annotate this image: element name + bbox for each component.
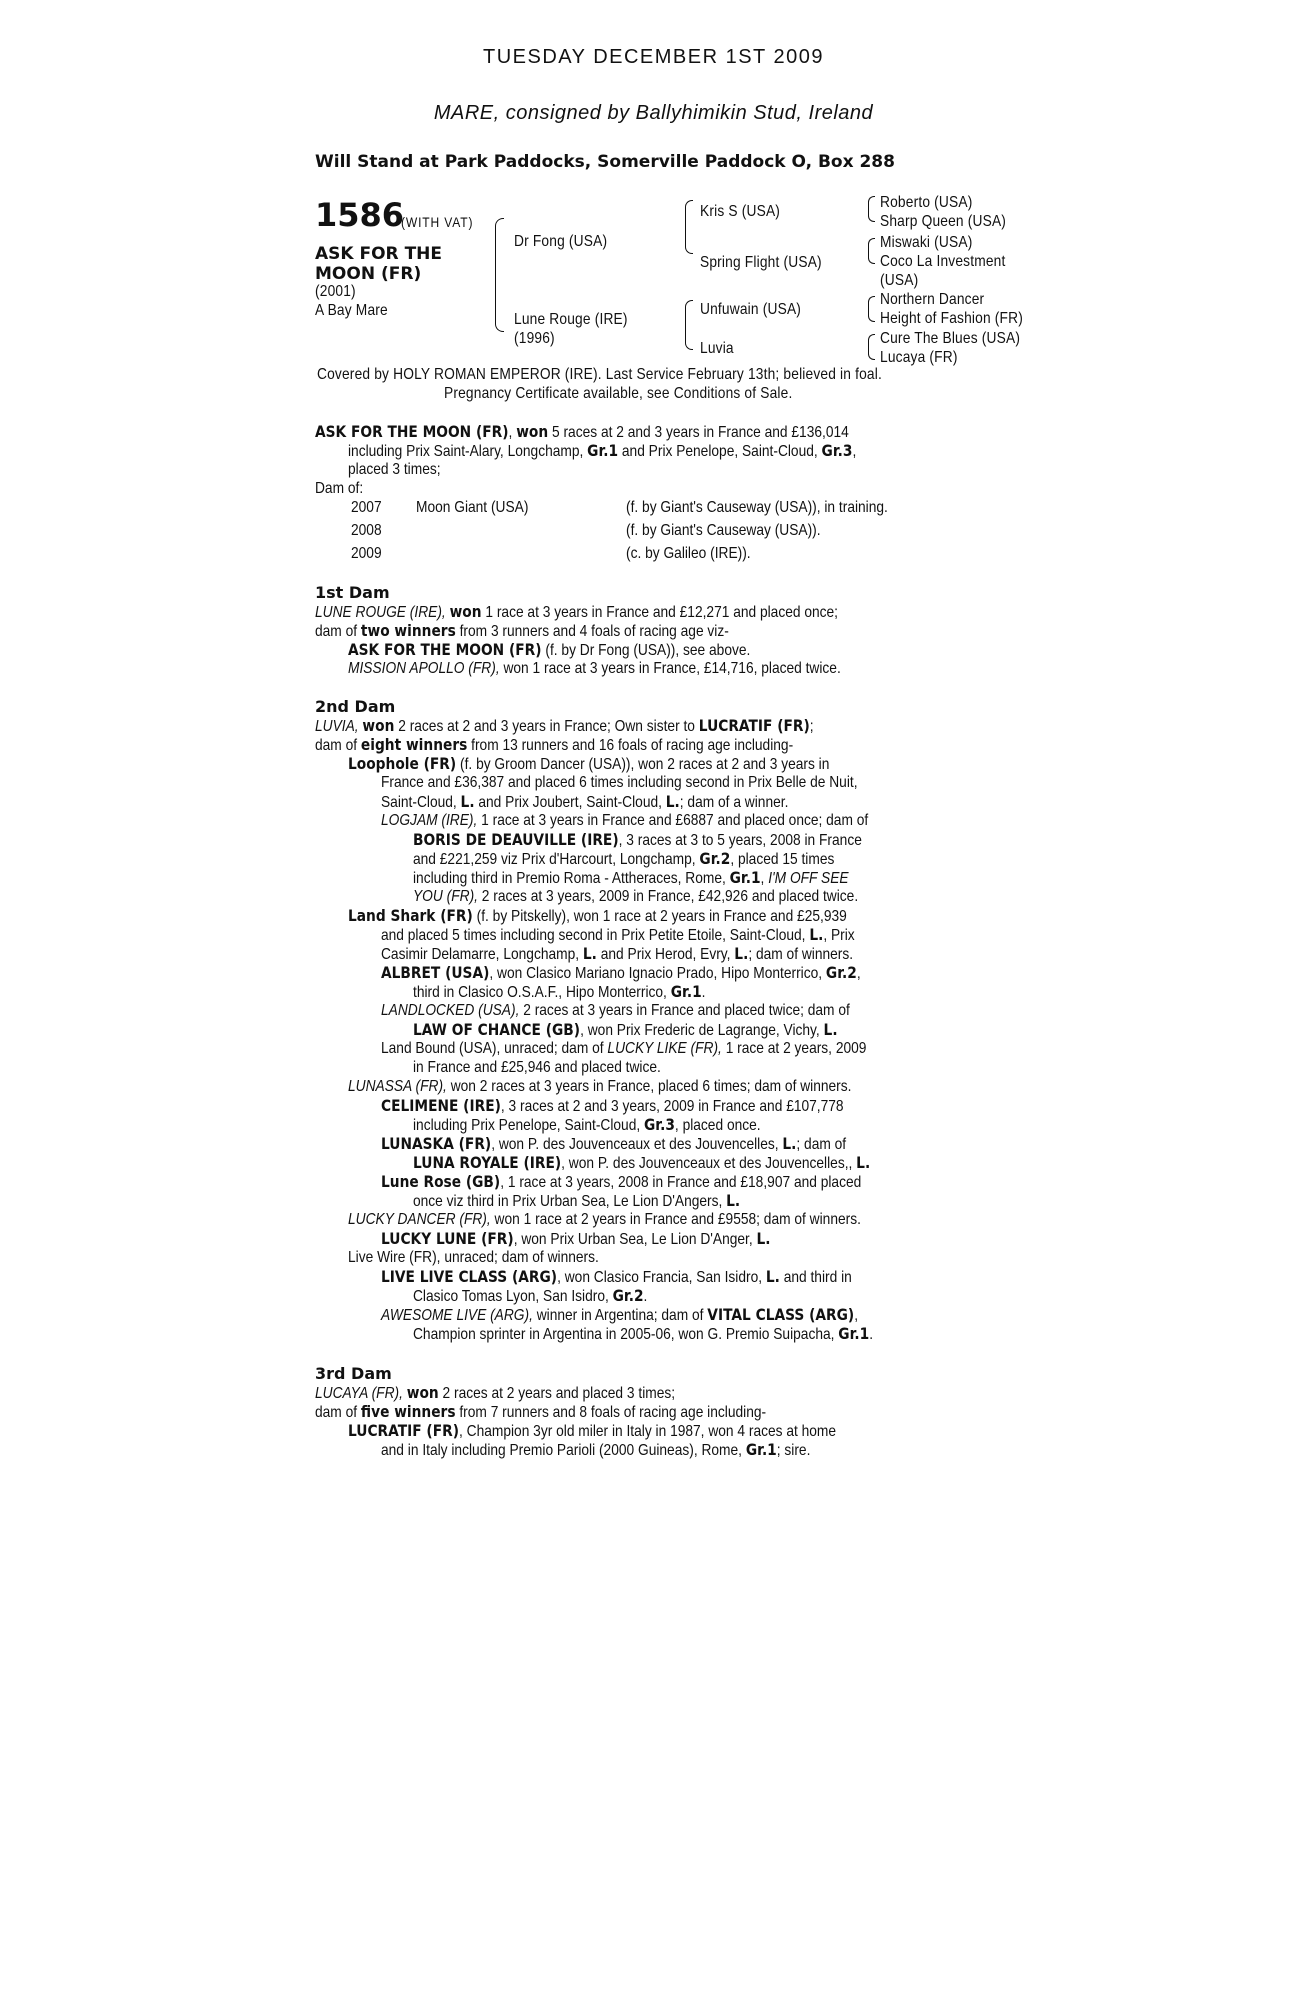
lunassa-name: LUNASSA (FR), — [348, 1078, 447, 1095]
horse-name-line1: ASK FOR THE — [315, 244, 443, 264]
first-dam-line-1 — [315, 602, 838, 622]
law-of-chance-name: LAW OF CHANCE (GB) — [413, 1020, 581, 1039]
record-horse-name: ASK FOR THE MOON (FR) — [315, 422, 509, 441]
second-dam-line-12 — [381, 925, 855, 945]
dam2-summary-line-2: dam of eight winners from 13 runners and 16 foals of racing age including- — [315, 1979, 344, 1980]
third-dam-text: 2 races at 2 years and placed 3 times; — [442, 1385, 676, 1402]
record-line-1: ASK FOR THE MOON (FR), won 5 races at 2 and 3 years in France and £136,014 — [315, 422, 849, 441]
dam2-summary-line-1: LUVIA, won 2 races at 2 and 3 years in France; Own sister to LUCRATIF (FR); — [315, 1969, 345, 1970]
first-dam-text: 1 race at 3 years in France and £12,271 and placed once; — [485, 604, 839, 621]
r5b: L. — [460, 792, 475, 811]
second-dam-line-15 — [413, 982, 705, 1002]
l4b: Gr.1 — [745, 1440, 777, 1459]
stand-location: Will Stand at Park Paddocks, Somerville Paddock O, Box 288 — [315, 152, 895, 172]
r26a: once viz third in Prix Urban Sea, Le Lion D'Angers, — [413, 1193, 723, 1210]
third-dam-winners: five winners — [360, 1402, 456, 1421]
lucky-dancer-name: LUCKY DANCER (FR), — [348, 1211, 491, 1228]
second-dam-line-23 — [381, 1134, 846, 1154]
produce-note-2007: (f. by Giant's Causeway (USA)), in training. — [626, 499, 888, 516]
horse-name-line2: MOON (FR) — [315, 264, 422, 284]
first-dam-damof: dam of — [315, 623, 358, 640]
record-line-2 — [348, 441, 856, 461]
first-dam-produce-1: ASK FOR THE MOON (FR) — [348, 640, 542, 659]
third-dam-heading: 3rd Dam — [315, 1364, 392, 1383]
first-dam-produce-2: MISSION APOLLO (FR), — [348, 660, 500, 677]
pedigree-dam-dam: Luvia — [700, 340, 734, 357]
second-dam-line-21 — [381, 1096, 844, 1116]
pedigree-brace-ds — [868, 296, 875, 322]
first-dam-produce-2-note: won 1 race at 3 years in France, £14,716, placed twice. — [503, 660, 841, 677]
second-dam-line-7 — [413, 830, 862, 850]
third-dam-runners: from 7 runners and 8 foals of racing age including- — [459, 1404, 767, 1421]
second-dam-line-22 — [413, 1115, 761, 1135]
second-dam-line-5 — [381, 792, 788, 812]
second-dam-line-1 — [315, 716, 814, 736]
r12b: L. — [809, 925, 824, 944]
consignor-line: MARE, consigned by Ballyhimikin Stud, Ireland — [433, 102, 874, 124]
record-gr1: Gr.1 — [587, 441, 619, 460]
third-dam-line-2 — [315, 1402, 766, 1422]
second-dam-line-2 — [315, 735, 793, 755]
second-dam-line-17 — [413, 1020, 838, 1040]
pedigree-sdd: Coco La Investment — [880, 253, 1006, 270]
r8c: , placed 15 times — [730, 851, 835, 868]
third-dam-line-3 — [348, 1421, 836, 1441]
live-live-class-name: LIVE LIVE CLASS (ARG) — [381, 1267, 558, 1286]
r5c: and Prix Joubert, Saint-Cloud, — [478, 794, 662, 811]
second-dam-runners: from 13 runners and 16 foals of racing age including- — [471, 737, 794, 754]
second-dam-name: LUVIA, — [315, 718, 359, 735]
vat-note: (WITH VAT) — [401, 214, 474, 230]
pregnancy-note: Pregnancy Certificate available, see Conditions of Sale. — [444, 385, 793, 402]
r12c: , Prix — [823, 927, 855, 944]
produce-year-2008: 2008 — [351, 522, 382, 539]
second-dam-winners: eight winners — [360, 735, 468, 754]
r18a: Land Bound (USA), unraced; dam of — [381, 1040, 604, 1057]
r16b: 2 races at 3 years in France and placed twice; dam of — [523, 1002, 850, 1019]
pedigree-brace-sire — [685, 200, 693, 254]
first-dam-heading: 1st Dam — [315, 583, 390, 602]
landlocked-name: LANDLOCKED (USA), — [381, 1002, 520, 1019]
r30b: , won Clasico Francia, San Isidro, — [557, 1269, 763, 1286]
record-line-3: placed 3 times; — [348, 461, 441, 478]
first-dam-produce-1-note: (f. by Dr Fong (USA)), see above. — [545, 642, 751, 659]
second-dam-line-18 — [381, 1039, 866, 1058]
second-dam-line-29: Live Wire (FR), unraced; dam of winners. — [348, 1249, 599, 1266]
third-dam-line-1 — [315, 1383, 675, 1403]
pedigree-brace-main — [495, 218, 504, 332]
produce-year-2007: 2007 — [351, 499, 382, 516]
pedigree-dsd: Height of Fashion (FR) — [880, 310, 1023, 327]
logjam-text: 1 race at 3 years in France and £6887 and placed once; dam of — [481, 812, 869, 829]
second-dam-line-14 — [381, 963, 861, 983]
first-dam-line-3 — [348, 640, 750, 660]
third-dam-won: won — [406, 1383, 439, 1402]
second-dam-line-32 — [381, 1305, 858, 1325]
third-dam-name: LUCAYA (FR), — [315, 1385, 403, 1402]
second-dam-sister: LUCRATIF (FR) — [698, 716, 810, 735]
r13b: L. — [582, 944, 597, 963]
produce-year-2009: 2009 — [351, 545, 382, 562]
r33b: Gr.1 — [838, 1324, 870, 1343]
record-won: won — [516, 422, 549, 441]
r13e: ; dam of winners. — [748, 946, 854, 963]
covered-line: Covered by HOLY ROMAN EMPEROR (IRE). Last Service February 13th; believed in foal. — [317, 366, 882, 383]
r9b: Gr.1 — [729, 868, 761, 887]
r24c: L. — [856, 1153, 871, 1172]
r10b: 2 races at 3 years, 2009 in France, £42,926 and placed twice. — [481, 888, 859, 905]
second-dam-line-9 — [413, 868, 849, 888]
first-dam-won: won — [449, 602, 482, 621]
first-dam-line-4 — [348, 659, 841, 678]
r9a: including third in Premio Roma - Attheraces, Rome, — [413, 870, 726, 887]
r9c: , — [760, 870, 765, 887]
l4c: ; sire. — [776, 1442, 811, 1459]
first-dam-winners: two winners — [360, 621, 456, 640]
r21b: , 3 races at 2 and 3 years, 2009 in France and £107,778 — [500, 1098, 844, 1115]
produce-note-2009: (c. by Galileo (IRE)). — [626, 545, 751, 562]
r31a: Clasico Tomas Lyon, San Isidro, — [413, 1288, 609, 1305]
second-dam-line-8 — [413, 849, 834, 869]
second-dam-line-30 — [381, 1267, 852, 1287]
second-dam-line-4: France and £36,387 and placed 6 times including second in Prix Belle de Nuit, — [381, 774, 858, 791]
pedigree-brace-dam — [685, 300, 693, 350]
record-text-2a: including Prix Saint-Alary, Longchamp, — [348, 443, 584, 460]
second-dam-semicolon: ; — [809, 718, 814, 735]
loophole-name: Loophole (FR) — [348, 754, 457, 773]
r30c: L. — [765, 1267, 780, 1286]
dam-of-label: Dam of: — [315, 480, 364, 497]
r15b: Gr.1 — [670, 982, 702, 1001]
r13a: Casimir Delamarre, Longchamp, — [381, 946, 580, 963]
r14c: Gr.2 — [825, 963, 857, 982]
horse-description: A Bay Mare — [315, 302, 388, 319]
r30d: and third in — [783, 1269, 852, 1286]
loophole-text: (f. by Groom Dancer (USA)), won 2 races at 2 and 3 years in — [460, 756, 830, 773]
lot-number: 1586 — [315, 196, 405, 234]
r20b: won 2 races at 3 years in France, placed 6 times; dam of winners. — [450, 1078, 852, 1095]
r23d: ; dam of — [796, 1136, 847, 1153]
first-dam-name: LUNE ROUGE (IRE), — [315, 604, 446, 621]
r28b: , won Prix Urban Sea, Le Lion D'Anger, — [513, 1231, 753, 1248]
awesome-live-name: AWESOME LIVE (ARG), — [381, 1307, 533, 1324]
second-dam-line-13 — [381, 944, 853, 964]
pedigree-sds: Miswaki (USA) — [880, 234, 973, 251]
second-dam-line-20 — [348, 1077, 851, 1096]
logjam-name: LOGJAM (IRE), — [381, 812, 478, 829]
pedigree-dam-year: (1996) — [514, 330, 555, 347]
r18b: LUCKY LIKE (FR), — [607, 1040, 722, 1057]
produce-note-2008: (f. by Giant's Causeway (USA)). — [626, 522, 821, 539]
pedigree-brace-sd — [868, 238, 875, 264]
second-dam-line-25 — [381, 1172, 861, 1192]
r15a: third in Clasico O.S.A.F., Hipo Monterrico, — [413, 984, 667, 1001]
produce-name-2007: Moon Giant (USA) — [416, 499, 529, 516]
celimene-name: CELIMENE (IRE) — [381, 1096, 501, 1115]
second-dam-line-11 — [348, 906, 847, 926]
r14b: , won Clasico Mariano Ignacio Prado, Hipo Monterrico, — [489, 965, 823, 982]
second-dam-line-6 — [381, 811, 868, 830]
pedigree-brace-ss — [868, 196, 875, 222]
second-dam-text: 2 races at 2 and 3 years in France; Own sister to — [398, 718, 695, 735]
pedigree-sire: Dr Fong (USA) — [514, 233, 608, 250]
r15c: . — [701, 984, 706, 1001]
boris-text: , 3 races at 3 to 5 years, 2008 in France — [618, 832, 862, 849]
r12a: and placed 5 times including second in Prix Petite Etoile, Saint-Cloud, — [381, 927, 806, 944]
r25b: , 1 race at 3 years, 2008 in France and £18,907 and placed — [500, 1174, 862, 1191]
second-dam-line-28 — [381, 1229, 770, 1249]
first-dam-runners: from 3 runners and 4 foals of racing age viz- — [459, 623, 729, 640]
r8b: Gr.2 — [699, 849, 731, 868]
second-dam-line-26 — [413, 1191, 740, 1211]
vital-class-name: VITAL CLASS (ARG) — [707, 1305, 855, 1324]
r17b: , won Prix Frederic de Lagrange, Vichy, — [580, 1022, 820, 1039]
lucratif-text: , Champion 3yr old miler in Italy in 1987, won 4 races at home — [458, 1423, 837, 1440]
r22c: , placed once. — [674, 1117, 761, 1134]
pedigree-sire-sire: Kris S (USA) — [700, 203, 781, 220]
lunaska-name: LUNASKA (FR) — [381, 1134, 492, 1153]
pedigree-ddd: Lucaya (FR) — [880, 349, 958, 366]
r23c: L. — [782, 1134, 797, 1153]
r13d: L. — [734, 944, 749, 963]
r5d: L. — [665, 792, 680, 811]
pedigree-dam: Lune Rouge (IRE) — [514, 311, 628, 328]
second-dam-heading: 2nd Dam — [315, 697, 396, 716]
r24b: , won P. des Jouvenceaux et des Jouvencelles,, — [561, 1155, 853, 1172]
r10a: YOU (FR), — [413, 888, 478, 905]
pedigree-dds: Cure The Blues (USA) — [880, 330, 1021, 347]
second-dam-line-33 — [413, 1324, 873, 1344]
second-dam-line-19: in France and £25,946 and placed twice. — [413, 1059, 661, 1076]
r14d: , — [856, 965, 861, 982]
land-shark-name: Land Shark (FR) — [348, 906, 473, 925]
sale-date: TUESDAY DECEMBER 1ST 2009 — [483, 46, 824, 68]
land-shark-text: (f. by Pitskelly), won 1 race at 2 years in France and £25,939 — [476, 908, 847, 925]
second-dam-line-10 — [413, 887, 858, 906]
r26b: L. — [726, 1191, 741, 1210]
third-dam-damof: dam of — [315, 1404, 358, 1421]
r31b: Gr.2 — [612, 1286, 644, 1305]
pedigree-sss: Roberto (USA) — [880, 194, 973, 211]
r22b: Gr.3 — [644, 1115, 675, 1134]
record-text-1: 5 races at 2 and 3 years in France and £136,014 — [551, 424, 849, 441]
luna-royale-name: LUNA ROYALE (IRE) — [413, 1153, 562, 1172]
r8a: and £221,259 viz Prix d'Harcourt, Longchamp, — [413, 851, 696, 868]
record-gr3: Gr.3 — [821, 441, 853, 460]
r32d: , — [854, 1307, 859, 1324]
pedigree-sdd-country: (USA) — [880, 272, 919, 289]
r5e: ; dam of a winner. — [679, 794, 789, 811]
horse-year: (2001) — [315, 283, 356, 300]
lune-rose-name: Lune Rose (GB) — [381, 1172, 501, 1191]
l4a: and in Italy including Premio Parioli (2000 Guineas), Rome, — [381, 1442, 742, 1459]
r31c: . — [643, 1288, 648, 1305]
r9d: I'M OFF SEE — [768, 870, 849, 887]
second-dam-line-24 — [413, 1153, 870, 1173]
r5a: Saint-Cloud, — [381, 794, 457, 811]
second-dam-line-3 — [348, 754, 829, 774]
first-dam-line-2 — [315, 621, 729, 641]
lucky-lune-name: LUCKY LUNE (FR) — [381, 1229, 514, 1248]
second-dam-line-16 — [381, 1001, 850, 1020]
record-text-2c: , — [852, 443, 857, 460]
albret-name: ALBRET (USA) — [381, 963, 490, 982]
pedigree-ssd: Sharp Queen (USA) — [880, 213, 1007, 230]
pedigree-brace-dd — [868, 334, 875, 360]
second-dam-won: won — [362, 716, 395, 735]
record-text-2b: and Prix Penelope, Saint-Cloud, — [621, 443, 818, 460]
pedigree-dss: Northern Dancer — [880, 291, 985, 308]
third-dam-line-4 — [381, 1440, 810, 1460]
r17c: L. — [823, 1020, 838, 1039]
second-dam-line-27 — [348, 1210, 861, 1229]
r18c: 1 race at 2 years, 2009 — [725, 1040, 867, 1057]
pedigree-dam-sire: Unfuwain (USA) — [700, 301, 802, 318]
r33c: . — [869, 1326, 874, 1343]
boris-name: BORIS DE DEAUVILLE (IRE) — [413, 830, 619, 849]
second-dam-damof: dam of — [315, 737, 358, 754]
r33a: Champion sprinter in Argentina in 2005-06, won G. Premio Suipacha, — [413, 1326, 835, 1343]
pedigree-sire-dam: Spring Flight (USA) — [700, 254, 822, 271]
r23b: , won P. des Jouvenceaux et des Jouvencelles, — [491, 1136, 779, 1153]
r22a: including Prix Penelope, Saint-Cloud, — [413, 1117, 641, 1134]
r32b: winner in Argentina; dam of — [536, 1307, 704, 1324]
second-dam-line-31 — [413, 1286, 647, 1306]
lucratif-name: LUCRATIF (FR) — [348, 1421, 459, 1440]
r13c: and Prix Herod, Evry, — [600, 946, 731, 963]
r28c: L. — [756, 1229, 771, 1248]
r27b: won 1 race at 2 years in France and £9558; dam of winners. — [494, 1211, 861, 1228]
